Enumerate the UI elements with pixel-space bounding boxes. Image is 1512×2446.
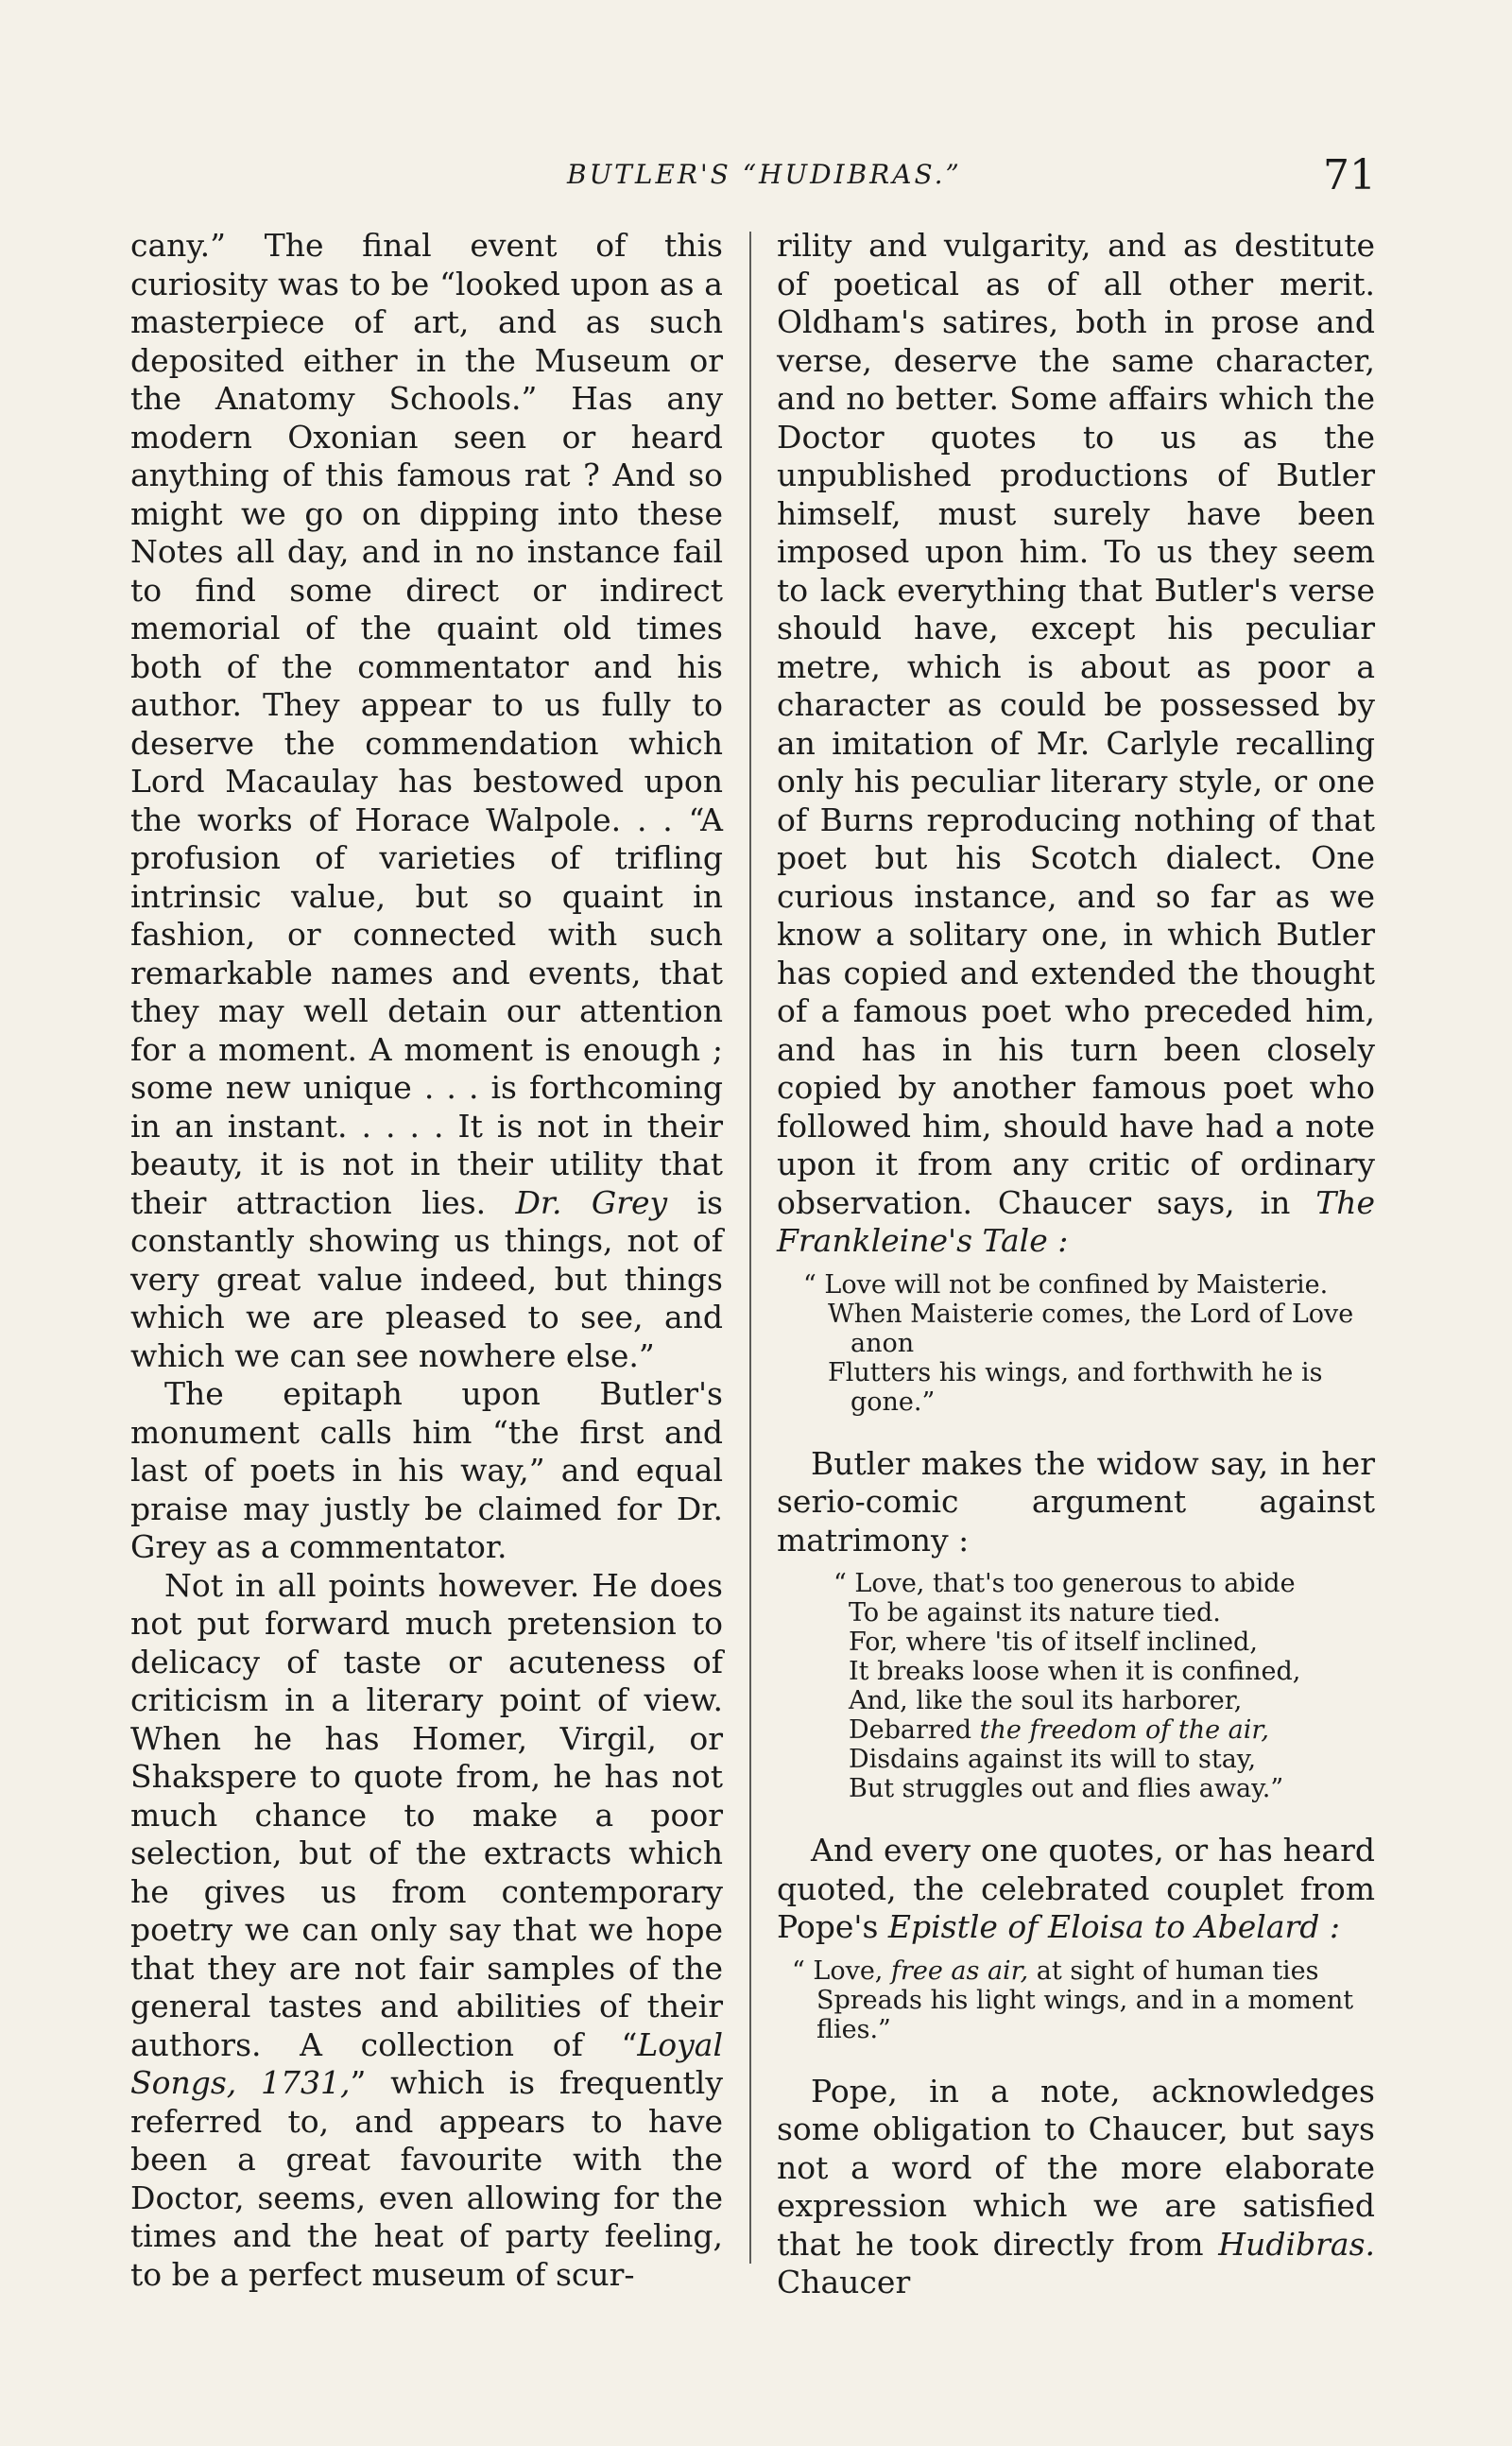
paragraph: And every one quotes, or has heard quoted, the celebrated couplet from Pope's Epistle of Eloisa to Abelard : [777,1832,1375,1945]
paragraph: Pope, in a note, acknowledges some obligation to Chaucer, but says not a word of the more elaborate expression which we are satisfied that he took directly from Hudibras. Chaucer [777,2072,1375,2300]
page-header [0,151,1512,208]
verse-quotation-chaucer: “ Love will not be confined by Maisterie. When Maisterie comes, the Lord of Love anon Flutters his wings, and forthwith he is gone.” [803,1269,1354,1417]
verse-quotation-pope: “ Love, free as air, at sight of human ties Spreads his light wings, and in a moment flies.” [792,1955,1354,2044]
running-title: BUTLER'S “HUDIBRAS.” [567,159,962,190]
paragraph: cany.” The final event of this curiosity was to be “looked upon as a masterpiece of art, and as such deposited either in the Museum or the Anatomy Schools.” Has any modern Oxonian seen or heard anything of this famous rat ? And so might we go on dipping into these Notes all day, and in no instance fail to find some direct or indirect memorial of the quaint old times both of the commentator and his author. They appear to us fully to deserve the commendation which Lord Macaulay has bestowed upon the works of Horace Walpole. . . “A profusion of varieties of trifling intrinsic value, but so quaint in fashion, or connected with such remarkable names and events, that they may well detain our attention for a moment. A moment is enough ; some new unique . . . is forthcoming in an instant. . . . . It is not in their beauty, it is not in their utility that their attraction lies. Dr. Grey is constantly showing us things, not of very great value indeed, but things which we are pleased to see, and which we can see nowhere else.” [130,227,723,1374]
left-column [130,227,723,2294]
paragraph: rility and vulgarity, and as destitute of poetical as of all other merit. Oldham's satires, both in prose and verse, deserve the same character, and no better. Some affairs which the Doctor quotes to us as the unpublished productions of Butler himself, must surely have been imposed upon him. To us they seem to lack everything that Butler's verse should have, except his peculiar metre, which is about as poor a character as could be possessed by an imitation of Mr. Carlyle recalling only his peculiar literary style, or one of Burns reproducing nothing of that poet but his Scotch dialect. One curious instance, and so far as we know a solitary one, in which Butler has copied and extended the thought of a famous poet who preceded him, and has in his turn been closely copied by another famous poet who followed him, should have had a note upon it from any critic of ordinary observation. Chaucer says, in The Frankleine's Tale : [777,227,1375,1259]
paragraph: The epitaph upon Butler's monument calls him “the first and last of poets in his way,” and equal praise may justly be claimed for Dr. Grey as a commentator. [130,1375,723,1565]
verse-quotation-butler: “ Love, that's too generous to abide To be against its nature tied. For, where 'tis of itself inclined, It breaks loose when it is confined, And, like the soul its harborer, Debarred the freedom of the air, Disdains against its will to stay, But struggles out and flies away.” [833,1569,1301,1803]
right-column [777,227,1375,2302]
column-divider [749,232,751,2264]
paragraph: Butler makes the widow say, in her serio-comic argument against matrimony : [777,1444,1375,1559]
paragraph: Not in all points however. He does not put forward much pretension to delicacy of taste or acuteness of criticism in a literary point of view. When he has Homer, Virgil, or Shakspere to quote from, he has not much chance to make a poor selection, but of the extracts which he gives us from contemporary poetry we can only say that we hope that they are not fair samples of the general tastes and abilities of their authors. A collection of “Loyal Songs, 1731,” which is frequently referred to, and appears to have been a great favourite with the Doctor, seems, even allowing for the times and the heat of party feeling, to be a perfect museum of scur- [130,1566,723,2293]
page-number: 71 [1323,151,1376,199]
